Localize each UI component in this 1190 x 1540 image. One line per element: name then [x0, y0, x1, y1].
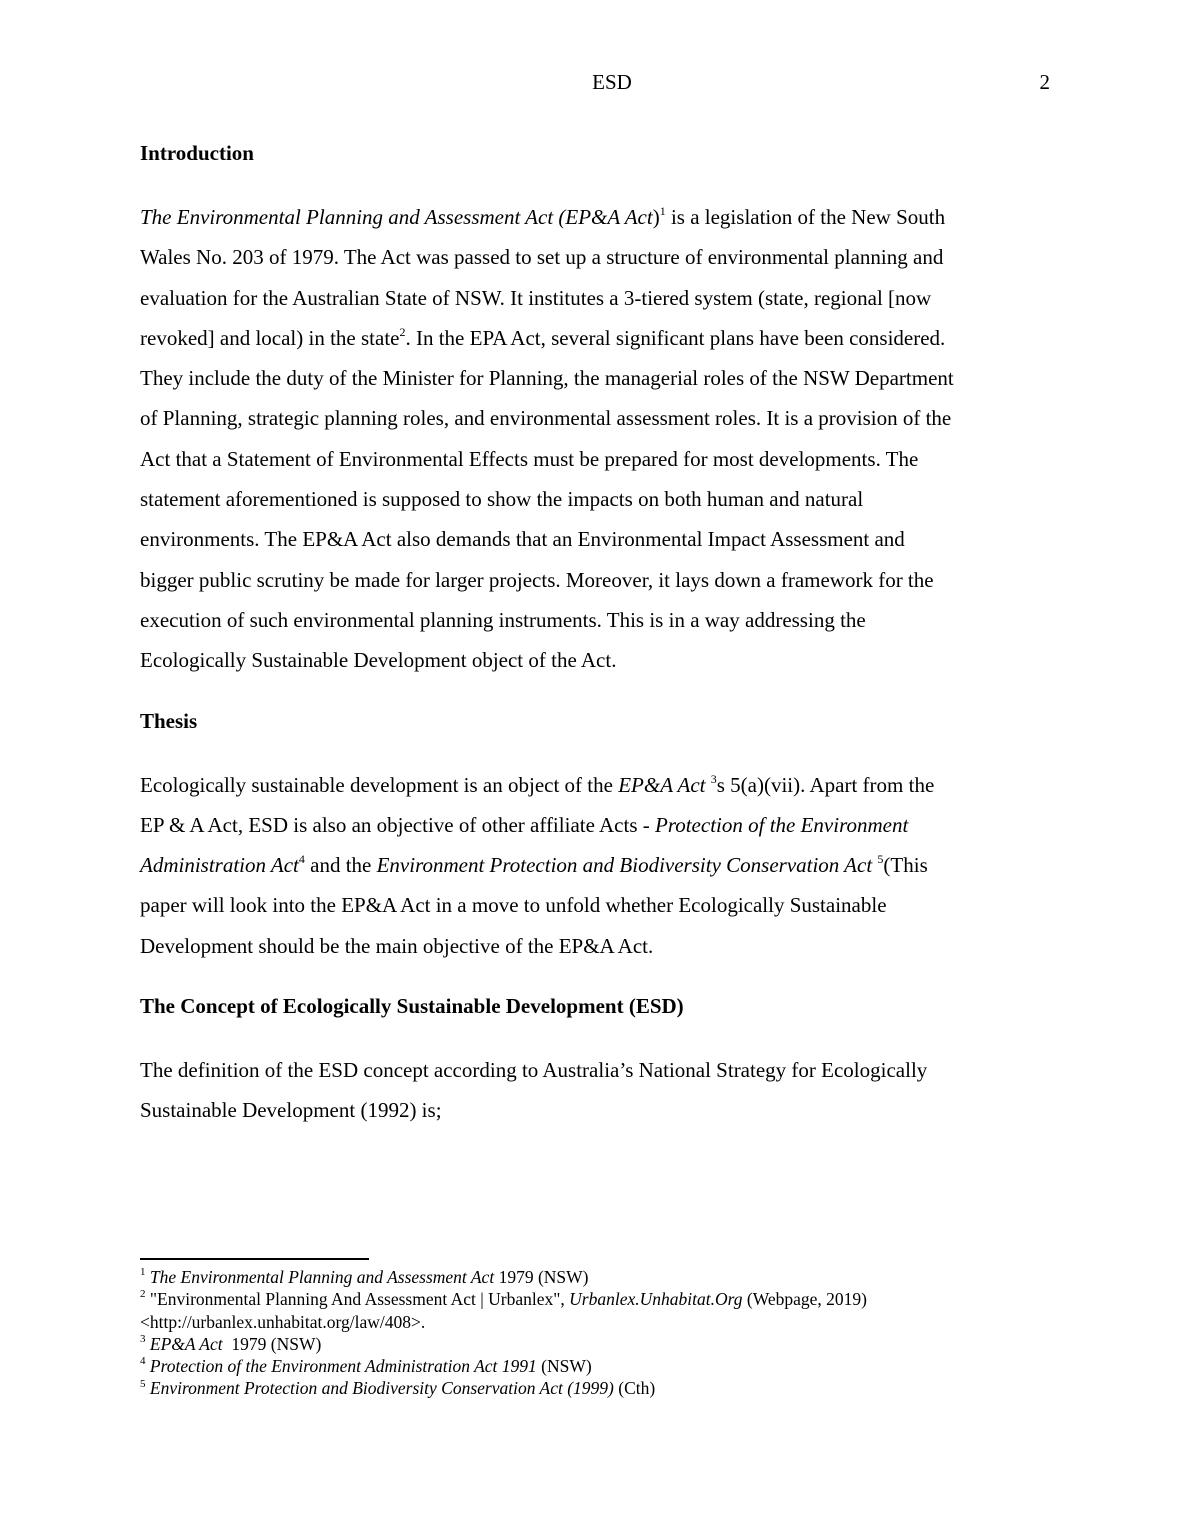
paragraph-esd-concept	[140, 1050, 1060, 1131]
paragraph-line: of Planning, strategic planning roles, and environmental assessment roles. It is a provision of the	[140, 406, 952, 431]
paragraph-line: EP & A Act, ESD is also an objective of other affiliate Acts - Protection of the Environment	[140, 812, 909, 837]
footnote-ref: 4	[298, 852, 305, 867]
footnotes	[140, 1266, 1060, 1400]
paragraph-line: The definition of the ESD concept according to Australia’s National Strategy for Ecologically	[140, 1058, 928, 1083]
footnote-3: $^3$ EP&A Act 1979 (NSW)	[140, 1333, 322, 1354]
paragraph-line: environments. The EP&A Act also demands that an Environmental Impact Assessment and	[140, 527, 905, 552]
footnote-5: $^5$ Environment Protection and Biodiversity Conservation Act (1999) (Cth)	[140, 1377, 656, 1399]
footnote-ref: 1	[659, 204, 666, 218]
heading-esd-concept: The Concept of Ecologically Sustainable Development (ESD)	[140, 994, 684, 1019]
heading-introduction: Introduction	[140, 141, 254, 165]
paragraph-line: Wales No. 203 of 1979. The Act was passed to set up a structure of environmental planning and	[140, 245, 944, 270]
paragraph-line: revoked] and local) in the state$^2$. In the EPA Act, several significant plans have been considered.	[140, 324, 946, 350]
footnote-1: $^1$ The Environmental Planning and Assessment Act 1979 (NSW)	[140, 1266, 589, 1287]
paragraph-line: Administration Act$^4$ and the Environment Protection and Biodiversity Conservation Act $^5$(This	[140, 852, 928, 878]
paragraph-line: Act that a Statement of Environmental Effects must be prepared for most developments. The	[140, 446, 919, 471]
paragraph-line: Ecologically Sustainable Development object of the Act.	[140, 648, 617, 673]
paragraph-line: evaluation for the Australian State of NSW. It institutes a 3-tiered system (state, regional [now	[140, 285, 932, 310]
running-header-title: ESD	[592, 70, 632, 94]
paragraph-thesis	[140, 765, 1060, 966]
footnote-2-continued: <http://urbanlex.unhabitat.org/law/408>.	[140, 1311, 426, 1332]
paragraph-line: They include the duty of the Minister for Planning, the managerial roles of the NSW Department	[140, 366, 954, 391]
footnote-4: $^4$ Protection of the Environment Administration Act 1991 (NSW)	[140, 1355, 592, 1377]
footnote-ref: 2	[399, 324, 406, 339]
paragraph-line: The Environmental Planning and Assessment Act (EP&A Act)$^1$ is a legislation of the New South	[140, 204, 946, 229]
act-title: The Environmental Planning and Assessment Act (EP&A Act	[140, 205, 653, 229]
footnote-2: $^2$ "Environmental Planning And Assessment Act | Urbanlex", Urbanlex.Unhabitat.Org (Webpage, 2019)	[140, 1288, 867, 1310]
heading-thesis: Thesis	[140, 708, 198, 733]
paragraph-line: Development should be the main objective of the EP&A Act.	[140, 933, 654, 958]
paragraph-line: execution of such environmental planning instruments. This is in a way addressing the	[140, 607, 866, 632]
page-number: 2	[1039, 70, 1050, 94]
footnote-separator	[140, 1258, 369, 1260]
paragraph-line: paper will look into the EP&A Act in a move to unfold whether Ecologically Sustainable	[140, 893, 887, 918]
paragraph-introduction	[140, 197, 1060, 681]
paragraph-line: Sustainable Development (1992) is;	[140, 1098, 442, 1123]
paragraph-line: Ecologically sustainable development is an object of the EP&A Act $^3$s 5(a)(vii). Apart from the	[140, 771, 935, 797]
footnote-ref: 3	[710, 771, 717, 786]
paragraph-line: bigger public scrutiny be made for larger projects. Moreover, it lays down a framework for the	[140, 567, 934, 592]
footnote-ref: 5	[877, 852, 884, 867]
paragraph-line: statement aforementioned is supposed to show the impacts on both human and natural	[140, 487, 864, 512]
body-content	[140, 137, 1060, 1155]
